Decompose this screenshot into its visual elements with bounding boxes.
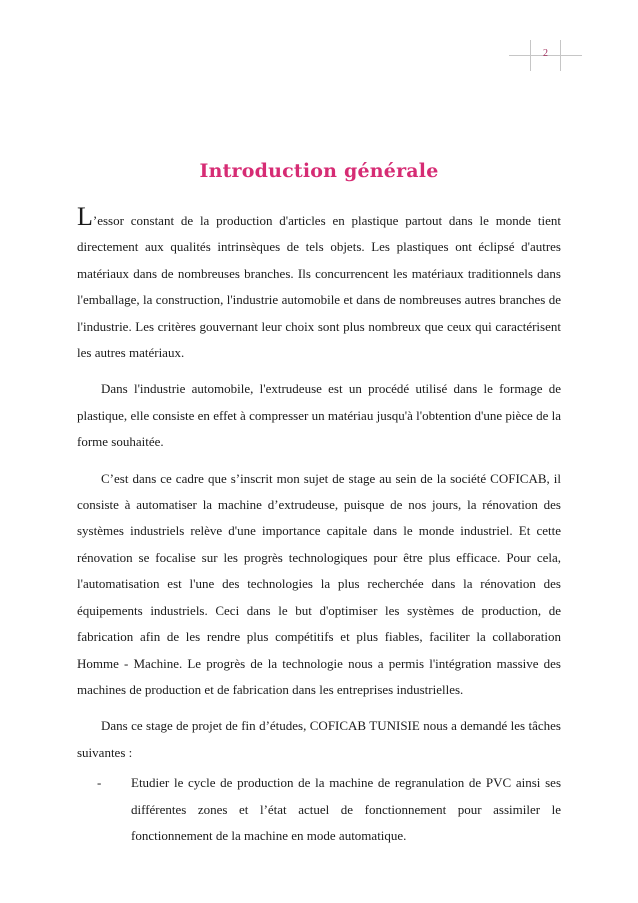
paragraph-context: C’est dans ce cadre que s’inscrit mon sujet de stage au sein de la société COFICAB, il consiste à automatiser la machine d’extrudeuse, puisque de nos jours, la rénovation des systèmes industriels relève d'une importance capitale dans le monde industriel. Et cette rénovation se focalise sur les progrès technologiques pour être plus efficace. Pour cela, l'automatisation est l'une des technologies la plus recherchée dans la rénovation des équipements industriels. Ceci dans le but d'optimiser les systèmes de production, de fabrication afin de les rendre plus compétitifs et plus fiables, faciliter la collaboration Homme - Machine. Le progrès de la technologie nous a permis l'intégration massive des machines de production et de fabrication dans les entreprises industrielles. bbox=[77, 470, 561, 697]
list-item-text: Etudier le cycle de production de la machine de regranulation de PVC ainsi ses différentes zones et l’état actuel de fonctionnement pour assimiler le fonctionnement de la machine en mode automatique. bbox=[131, 775, 561, 843]
task-list bbox=[77, 770, 561, 849]
list-item bbox=[97, 770, 561, 849]
page-title: Introduction générale bbox=[199, 160, 439, 182]
page-number-box bbox=[530, 40, 561, 71]
drop-cap: L bbox=[77, 202, 93, 231]
list-bullet: - bbox=[97, 775, 102, 791]
page-number: 2 bbox=[543, 48, 548, 59]
intro-text: ’essor constant de la production d'articles en plastique partout dans le monde tient directement aux qualités intrinsèques de tels objets. Les plastiques ont éclipsé d'autres matériaux dans de nombreuses branches. Ils concurrencent les matériaux traditionnels dans l'emballage, la construction, l'industrie automobile et dans de nombreuses autres branches de l'industrie. Les critères gouvernant leur choix sont plus nombreux que ceux qui caractérisent les autres matériaux. bbox=[77, 213, 561, 361]
document-body bbox=[77, 204, 561, 849]
intro-paragraph bbox=[77, 204, 561, 366]
paragraph-extrusion: Dans l'industrie automobile, l'extrudeuse est un procédé utilisé dans le formage de plastique, elle consiste en effet à compresser un matériau jusqu'à l'obtention d'une pièce de la forme souhaitée. bbox=[77, 381, 561, 450]
paragraph-tasks-intro: Dans ce stage de projet de fin d’études, COFICAB TUNISIE nous a demandé les tâches suivantes : bbox=[77, 718, 561, 760]
